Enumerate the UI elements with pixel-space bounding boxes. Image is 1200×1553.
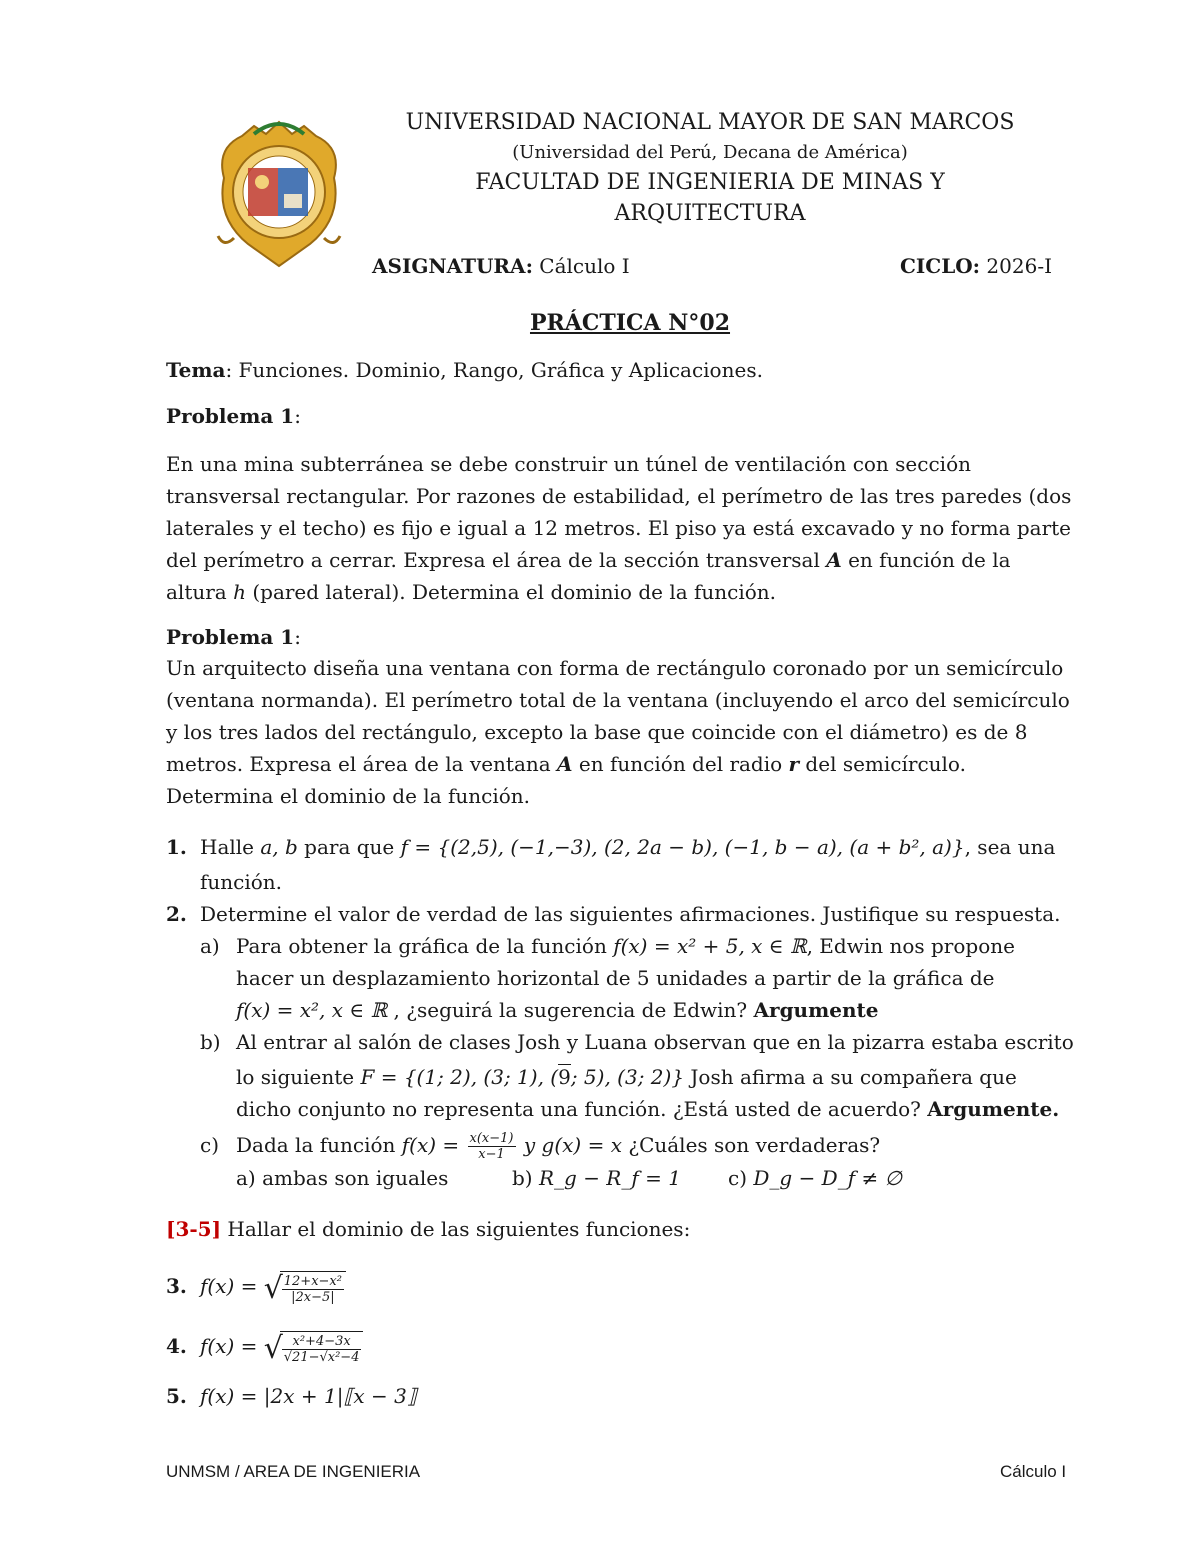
function-5 (166, 1380, 1106, 1412)
fraction (468, 1131, 516, 1162)
section-text: Hallar el dominio de las siguientes funciones: (221, 1217, 691, 1241)
statement-a-line (166, 994, 1106, 1026)
math: F = {(1; 2), (3; 1), ( (360, 1065, 559, 1089)
problem-2-line: Un arquitecto diseña una ventana con forma de rectángulo coronado por un semicírculo (166, 656, 1064, 680)
function-3 (166, 1270, 1106, 1305)
exercise-1 (166, 831, 1106, 863)
math: f(x) = (200, 1334, 264, 1358)
text: , ¿seguirá la sugerencia de Edwin? (387, 998, 754, 1022)
problem-2-label: Problema 1 (166, 625, 295, 649)
page-title: PRÁCTICA N°02 (529, 310, 731, 336)
math: 9 (558, 1065, 571, 1089)
text: altura (166, 580, 234, 604)
math: f = {(2,5), (−1,−3), (2, 2a − b), (−1, b − a), (a + b², a)} (400, 835, 965, 859)
text: (pared lateral). Determina el dominio de la función. (245, 580, 777, 604)
text: del semicírculo. (799, 752, 966, 776)
square-root (264, 1331, 364, 1365)
problem-1-label: Problema 1 (166, 404, 295, 428)
math: f(x) = |2x + 1|⟦x − 3⟧ (200, 1384, 417, 1408)
numerator: √ x²+4−3x (282, 1334, 362, 1350)
statement-b (166, 1026, 1106, 1058)
topic-line (166, 354, 1106, 386)
topic-label: Tema (166, 358, 226, 382)
item-number: 5. (166, 1384, 187, 1408)
text: en función de la (841, 548, 1011, 572)
denominator: √21−√x²−4 (283, 1349, 360, 1365)
text: y (517, 1133, 542, 1157)
university-name: UNIVERSIDAD NACIONAL MAYOR DE SAN MARCOS (405, 110, 1015, 135)
statement-b-line (166, 1061, 1106, 1093)
university-subtitle: (Universidad del Perú, Decana de América) (512, 142, 908, 163)
topic-text: : Funciones. Dominio, Rango, Gráfica y Aplicaciones. (225, 358, 763, 382)
text: dicho conjunto no representa una función. ¿Está usted de acuerdo? (236, 1097, 928, 1121)
subject-label: ASIGNATURA: (372, 254, 533, 278)
text: Al entrar al salón de clases Josh y Luana observan que en la pizarra estaba escrito (236, 1030, 1074, 1054)
problem-1-body (166, 448, 1106, 608)
cycle-value: 2026-I (980, 254, 1052, 278)
problem-2-body (166, 652, 1106, 812)
statement-a (166, 930, 1106, 962)
text: Halle (200, 835, 261, 859)
statement-b-line (166, 1093, 1106, 1125)
math: f(x) = (401, 1133, 466, 1157)
text: Argumente (753, 998, 879, 1022)
variable: A (557, 752, 573, 776)
text: lo siguiente (236, 1065, 361, 1089)
fraction (282, 1334, 362, 1365)
math: a, b (260, 835, 298, 859)
text: , Edwin nos propone (806, 934, 1015, 958)
problem-1-heading: Problema 1: (166, 404, 301, 428)
function-4 (166, 1330, 1106, 1365)
exercise-2 (166, 898, 1106, 930)
variable: h (233, 580, 246, 604)
text: Para obtener la gráfica de la función (236, 934, 614, 958)
statement-label: a) (200, 934, 220, 958)
statement-c (166, 1129, 1106, 1162)
text: en función del radio (572, 752, 789, 776)
text: metros. Expresa el área de la ventana (166, 752, 558, 776)
text: Josh afirma a su compañera que (684, 1065, 1017, 1089)
subject-row (372, 254, 630, 278)
text: , sea una (964, 835, 1056, 859)
text: Dada la función (236, 1133, 402, 1157)
fraction (282, 1274, 344, 1305)
item-number: 2. (166, 902, 187, 926)
problem-1-line: laterales y el techo) es fijo e igual a 12 metros. El piso ya está excavado y no forma parte (166, 516, 1072, 540)
option-c: D_g − D_f ≠ ∅ (753, 1166, 903, 1190)
math: ; 5), (3; 2)} (570, 1065, 685, 1089)
problem-2-line: Determina el dominio de la función. (166, 784, 531, 808)
option-label: c) (728, 1166, 754, 1190)
statement-label: b) (200, 1030, 221, 1054)
footer-right: Cálculo I (1000, 1462, 1067, 1481)
text: Argumente. (927, 1097, 1060, 1121)
subject-value: Cálculo I (532, 254, 630, 278)
item-number: 3. (166, 1274, 187, 1298)
faculty-line-2: ARQUITECTURA (614, 201, 806, 226)
faculty-line-1: FACULTAD DE INGENIERIA DE MINAS Y (475, 170, 945, 195)
problem-1-line (166, 544, 1106, 576)
text: Determine el valor de verdad de las siguientes afirmaciones. Justifique su respuesta. (200, 902, 1061, 926)
option-label: b) (512, 1166, 539, 1190)
numerator: √ 12+x−x² (283, 1273, 342, 1289)
math: f(x) = x², x ∈ ℝ (236, 998, 388, 1022)
footer-left: UNMSM / AREA DE INGENIERIA (166, 1462, 421, 1481)
section-range: [3-5] (166, 1217, 222, 1241)
exercise-list (166, 831, 1106, 1194)
variable: A (826, 548, 842, 572)
problem-1-line: En una mina subterránea se debe construir un túnel de ventilación con sección (166, 452, 971, 476)
option-b: R_g − R_f = 1 (538, 1166, 681, 1190)
math: g(x) = x (541, 1133, 622, 1157)
problem-1-line (166, 576, 1106, 608)
problem-1-line: transversal rectangular. Por razones de estabilidad, el perímetro de las tres paredes (dos (166, 484, 1072, 508)
cycle-label: CICLO: (900, 254, 981, 278)
problem-2-line: y los tres lados del rectángulo, excepto la base que coincide con el diámetro) es de 8 (166, 720, 1028, 744)
variable: r (788, 752, 800, 776)
problem-2-heading: Problema 1: (166, 625, 301, 649)
statement-a-line: hacer un desplazamiento horizontal de 5 unidades a partir de la gráfica de (236, 966, 995, 990)
problem-2-line (166, 748, 1106, 780)
faculty-name (0, 167, 1200, 229)
item-number: 1. (166, 835, 187, 859)
square-root (264, 1271, 346, 1305)
denominator: |2x−5| (291, 1289, 335, 1305)
problem-2-line: (ventana normanda). El perímetro total de la ventana (incluyendo el arco del semicírculo (166, 688, 1070, 712)
statement-c-options (166, 1162, 1106, 1194)
option-a: a) ambas son iguales (236, 1166, 449, 1190)
text: ¿Cuáles son verdaderas? (621, 1133, 881, 1157)
section-heading (166, 1213, 1106, 1245)
numerator: x(x−1) (469, 1131, 514, 1146)
item-number: 4. (166, 1334, 187, 1358)
text: del perímetro a cerrar. Expresa el área de la sección transversal (166, 548, 827, 572)
cycle-row (900, 254, 1052, 278)
statement-label: c) (200, 1133, 220, 1157)
math: f(x) = (200, 1274, 264, 1298)
text: para que (297, 835, 401, 859)
exercise-1-continued: función. (200, 870, 283, 894)
math: f(x) = x² + 5, x ∈ ℝ (613, 934, 807, 958)
denominator: x−1 (478, 1147, 505, 1162)
